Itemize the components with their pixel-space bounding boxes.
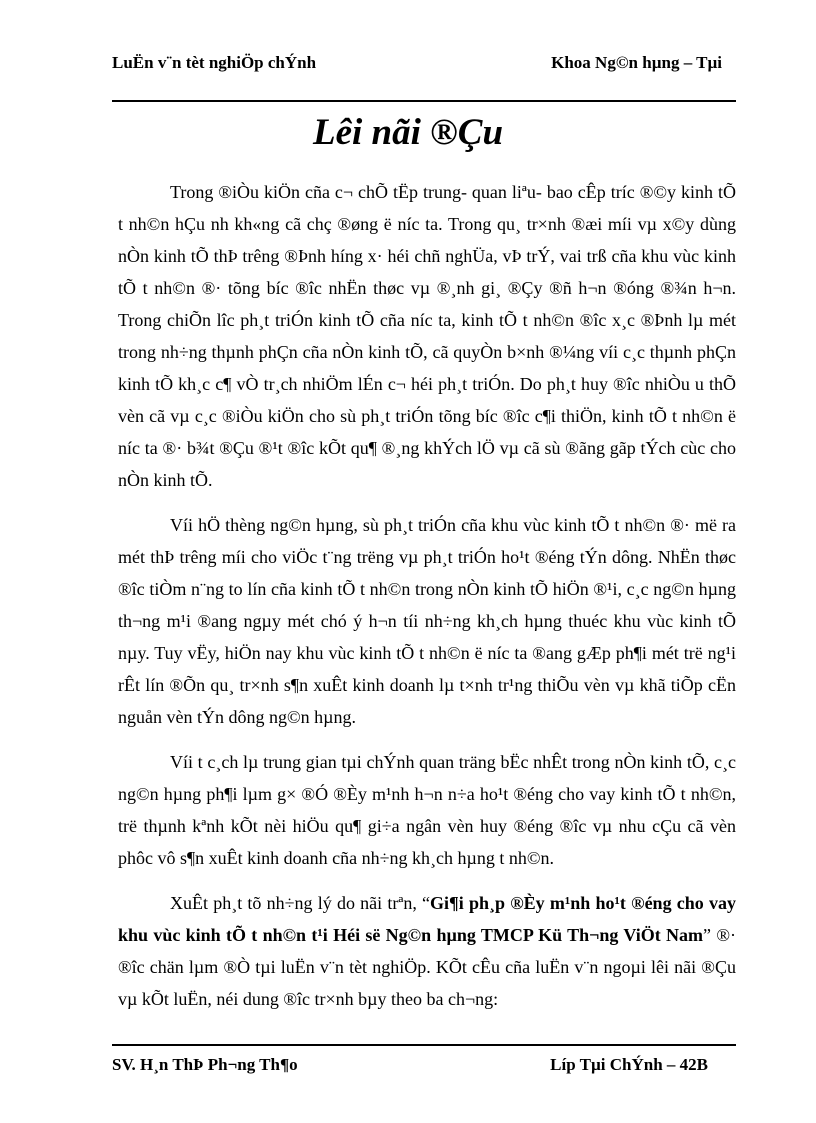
header-faculty-label: Khoa Ng©n hµng – Tµi	[551, 53, 722, 72]
page-footer	[112, 1044, 736, 1074]
thesis-topic-title: Gi¶i ph¸p ®Èy m¹nh ho¹t ®éng cho vay khu vùc kinh tÕ t nh©n t¹i Héi së Ng©n hµng TMCP Kü Th¬ng ViÖt Nam	[118, 893, 736, 945]
footer-class-label: Líp Tµi ChÝnh – 42B	[550, 1055, 708, 1074]
paragraph-4	[118, 887, 736, 1015]
page-header	[112, 52, 736, 102]
paragraph-1: Trong ®iÒu kiÖn cña c¬ chÕ tËp trung- quan liªu- bao cÊp tríc ®©y kinh tÕ t nh©n hÇu nh kh«ng cã chç ®øng ë níc ta. Trong qu¸ tr×nh ®æi míi vµ x©y dùng nÒn kinh tÕ thÞ trêng ®Þnh híng x· héi chñ nghÜa, vÞ trÝ, vai trß cña khu vùc kinh tÕ t nh©n ®· tõng bíc ®îc nhËn thøc vµ ®¸nh gi¸ ®Çy ®ñ h¬n ®óng ®¾n h¬n. Trong chiÕn lîc ph¸t triÓn kinh tÕ cña níc ta, kinh tÕ t nh©n ®îc x¸c ®Þnh lµ mét trong nh÷ng thµnh phÇn cña nÒn kinh tÕ, cã quyÒn b×nh ®¼ng víi c¸c thµnh phÇn kinh tÕ kh¸c c¶ vÒ tr¸ch nhiÖm lÉn c¬ héi ph¸t triÓn. Do ph¸t huy ®îc nhiÒu u thÕ vèn cã vµ c¸c ®iÒu kiÖn cho sù ph¸t triÓn tõng bíc ®îc c¶i thiÖn, kinh tÕ t nh©n ë níc ta ®· b¾t ®Çu ®¹t ®îc kÕt qu¶ ®¸ng khÝch lÖ vµ cã sù ®ãng gãp tÝch cùc cho nÒn kinh tÕ.	[118, 182, 736, 490]
paragraph-4-rest: ” ®· ®îc chän lµm ®Ò tµi luËn v¨n tèt nghiÖp. KÕt cÊu cña luËn v¨n ngoµi lêi nãi ®Çu vµ kÕt luËn, néi dung ®îc tr×nh bµy theo ba ch¬ng:	[118, 925, 736, 1009]
document-body	[118, 176, 736, 1028]
paragraph-4-intro: XuÊt ph¸t tõ nh÷ng lý do nãi trªn, “	[170, 893, 431, 913]
header-thesis-label: LuËn v¨n tèt nghiÖp chÝnh	[112, 53, 317, 72]
paragraph-2: Víi hÖ thèng ng©n hµng, sù ph¸t triÓn cña khu vùc kinh tÕ t nh©n ®· më ra mét thÞ trêng míi cho viÖc t¨ng trëng vµ ph¸t triÓn ho¹t ®éng tÝn dông. NhËn thøc ®îc tiÒm n¨ng to lín cña kinh tÕ t nh©n trong nÒn kinh tÕ hiÖn ®¹i, c¸c ng©n hµng th¬ng m¹i ®ang ngµy mét chó ý h¬n tíi nh÷ng kh¸ch hµng thuéc khu vùc kinh tÕ nµy. Tuy vËy, hiÖn nay khu vùc kinh tÕ t nh©n ë níc ta ®ang gÆp ph¶i mét trë ng¹i rÊt lín ®Õn qu¸ tr×nh s¶n xuÊt kinh doanh lµ t×nh tr¹ng thiÕu vèn vµ khã tiÕp cËn nguån vèn tÝn dông ng©n hµng.	[118, 515, 736, 727]
page-title: Lêi nãi ®Çu	[312, 112, 504, 153]
footer-student-name: SV. H¸n ThÞ Ph¬ng Th¶o	[112, 1055, 298, 1074]
paragraph-3: Víi t c¸ch lµ trung gian tµi chÝnh quan träng bËc nhÊt trong nÒn kinh tÕ, c¸c ng©n hµng ph¶i lµm g× ®Ó ®Èy m¹nh h¬n n÷a ho¹t ®éng cho vay kinh tÕ t nh©n, trë thµnh kªnh kÕt nèi hiÖu qu¶ gi÷a ngân vèn huy ®éng ®îc vµ nhu cÇu cã vèn phôc vô s¶n xuÊt kinh doanh cña nh÷ng kh¸ch hµng t nh©n.	[118, 752, 736, 868]
